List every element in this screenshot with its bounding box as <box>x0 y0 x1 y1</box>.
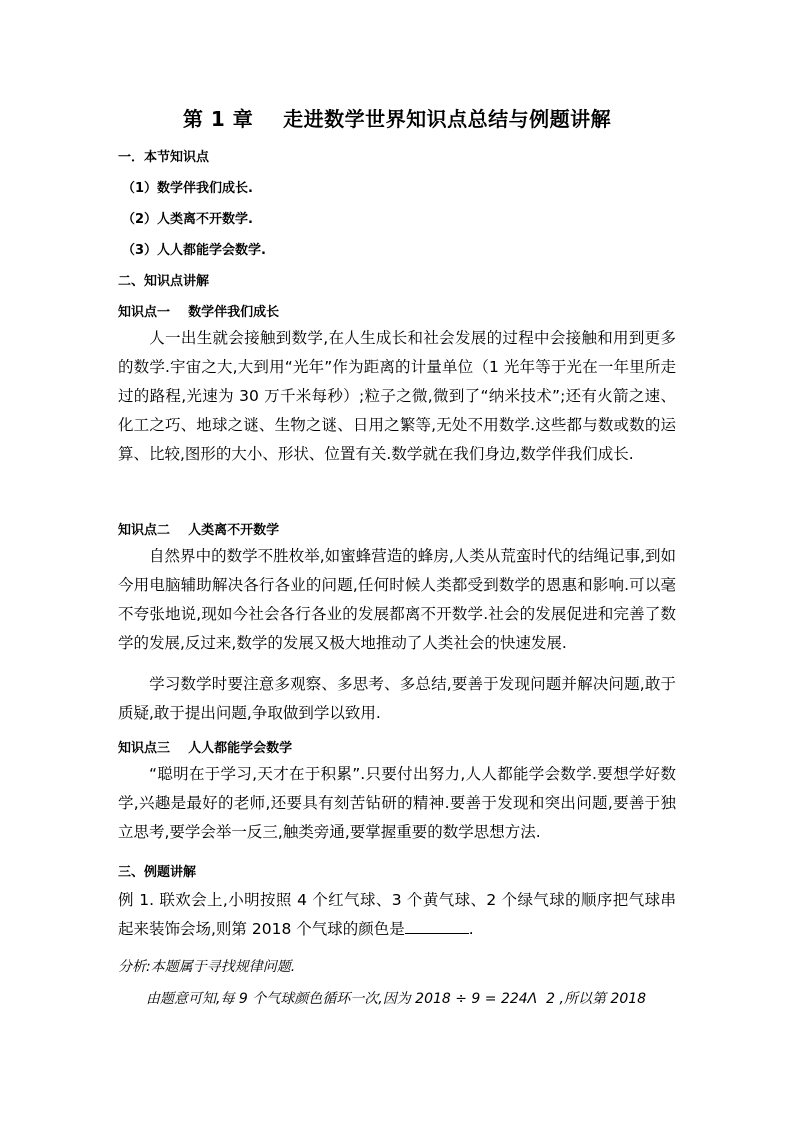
knowledge-point-3-body: “聪明在于学习,天才在于积累”.只要付出努力,人人都能学会数学.要想学好数学,兴趣是最好的老师,还要具有刻苦钻研的精神.要善于发现和突出问题,要善于独立思考,要学会举一反三,触类旁通,要掌握重要的数学思想方法. <box>118 765 676 841</box>
section3-heading: 三、例题讲解 <box>118 865 197 880</box>
example-1-question-text: 例 1. 联欢会上,小明按照 4 个红气球、3 个黄气球、2 个绿气球的顺序把气球串起来装饰会场,则第 2018 个气球的颜色是 <box>118 891 676 938</box>
knowledge-point-1-heading: 知识点一 数学伴我们成长 <box>118 305 280 320</box>
answer-blank <box>405 919 469 934</box>
section2-heading: 二、知识点讲解 <box>118 274 210 289</box>
knowledge-point-2-text2 <box>118 670 676 728</box>
example-1-question <box>118 886 676 944</box>
knowledge-point-2-text1 <box>118 542 676 658</box>
knowledge-point-3-text <box>118 760 676 847</box>
knowledge-point-1-text <box>118 324 676 469</box>
knowledge-point-2-heading: 知识点二 人类离不开数学 <box>118 523 280 538</box>
knowledge-point-2-body2: 学习数学时要注意多观察、多思考、多总结,要善于发现问题并解决问题,敢于质疑,敢于提出问题,争取做到学以致用. <box>118 675 676 722</box>
knowledge-point-1-body: 人一出生就会接触到数学,在人生成长和社会发展的过程中会接触和用到更多的数学.宇宙之大,大到用“光年”作为距离的计量单位（1 光年等于光在一年里所走过的路程,光速为 30 万千米每秒）;粒子之微,微到了“纳米技术”;还有火箭之速、化工之巧、地球之谜、生物之谜、日用之繁等,无处不用数学.这些都与数或数的运算、比较,图形的大小、形状、位置有关.数学就在我们身边,数学伴我们成长. <box>118 329 676 463</box>
knowledge-item-2: （2）人类离不开数学. <box>122 212 253 227</box>
knowledge-point-2-body1: 自然界中的数学不胜枚举,如蜜蜂营造的蜂房,人类从荒蛮时代的结绳记事,到如今用电脑辅助解决各行各业的问题,任何时候人类都受到数学的恩惠和影响.可以毫不夸张地说,现如今社会各行各业的发展都离不开数学.社会的发展促进和完善了数学的发展,反过来,数学的发展又极大地推动了人类社会的快速发展. <box>118 547 676 652</box>
knowledge-point-3-heading: 知识点三 人人都能学会数学 <box>118 741 293 756</box>
example-1-analysis-label: 分析:本题属于寻找规律问题. <box>118 959 296 975</box>
page-title: 第 1 章 走进数学世界知识点总结与例题讲解 <box>182 107 612 131</box>
knowledge-item-3: （3）人人都能学会数学. <box>122 243 266 258</box>
example-1-analysis-text: 由题意可知,每 9 个气球颜色循环一次,因为 2018 ÷ 9 = 224Λ 2 ,所以第 2018 <box>146 991 647 1007</box>
example-1-question-end: . <box>468 920 474 938</box>
section1-heading: 一．本节知识点 <box>118 150 210 165</box>
knowledge-item-1: （1）数学伴我们成长. <box>122 181 253 196</box>
